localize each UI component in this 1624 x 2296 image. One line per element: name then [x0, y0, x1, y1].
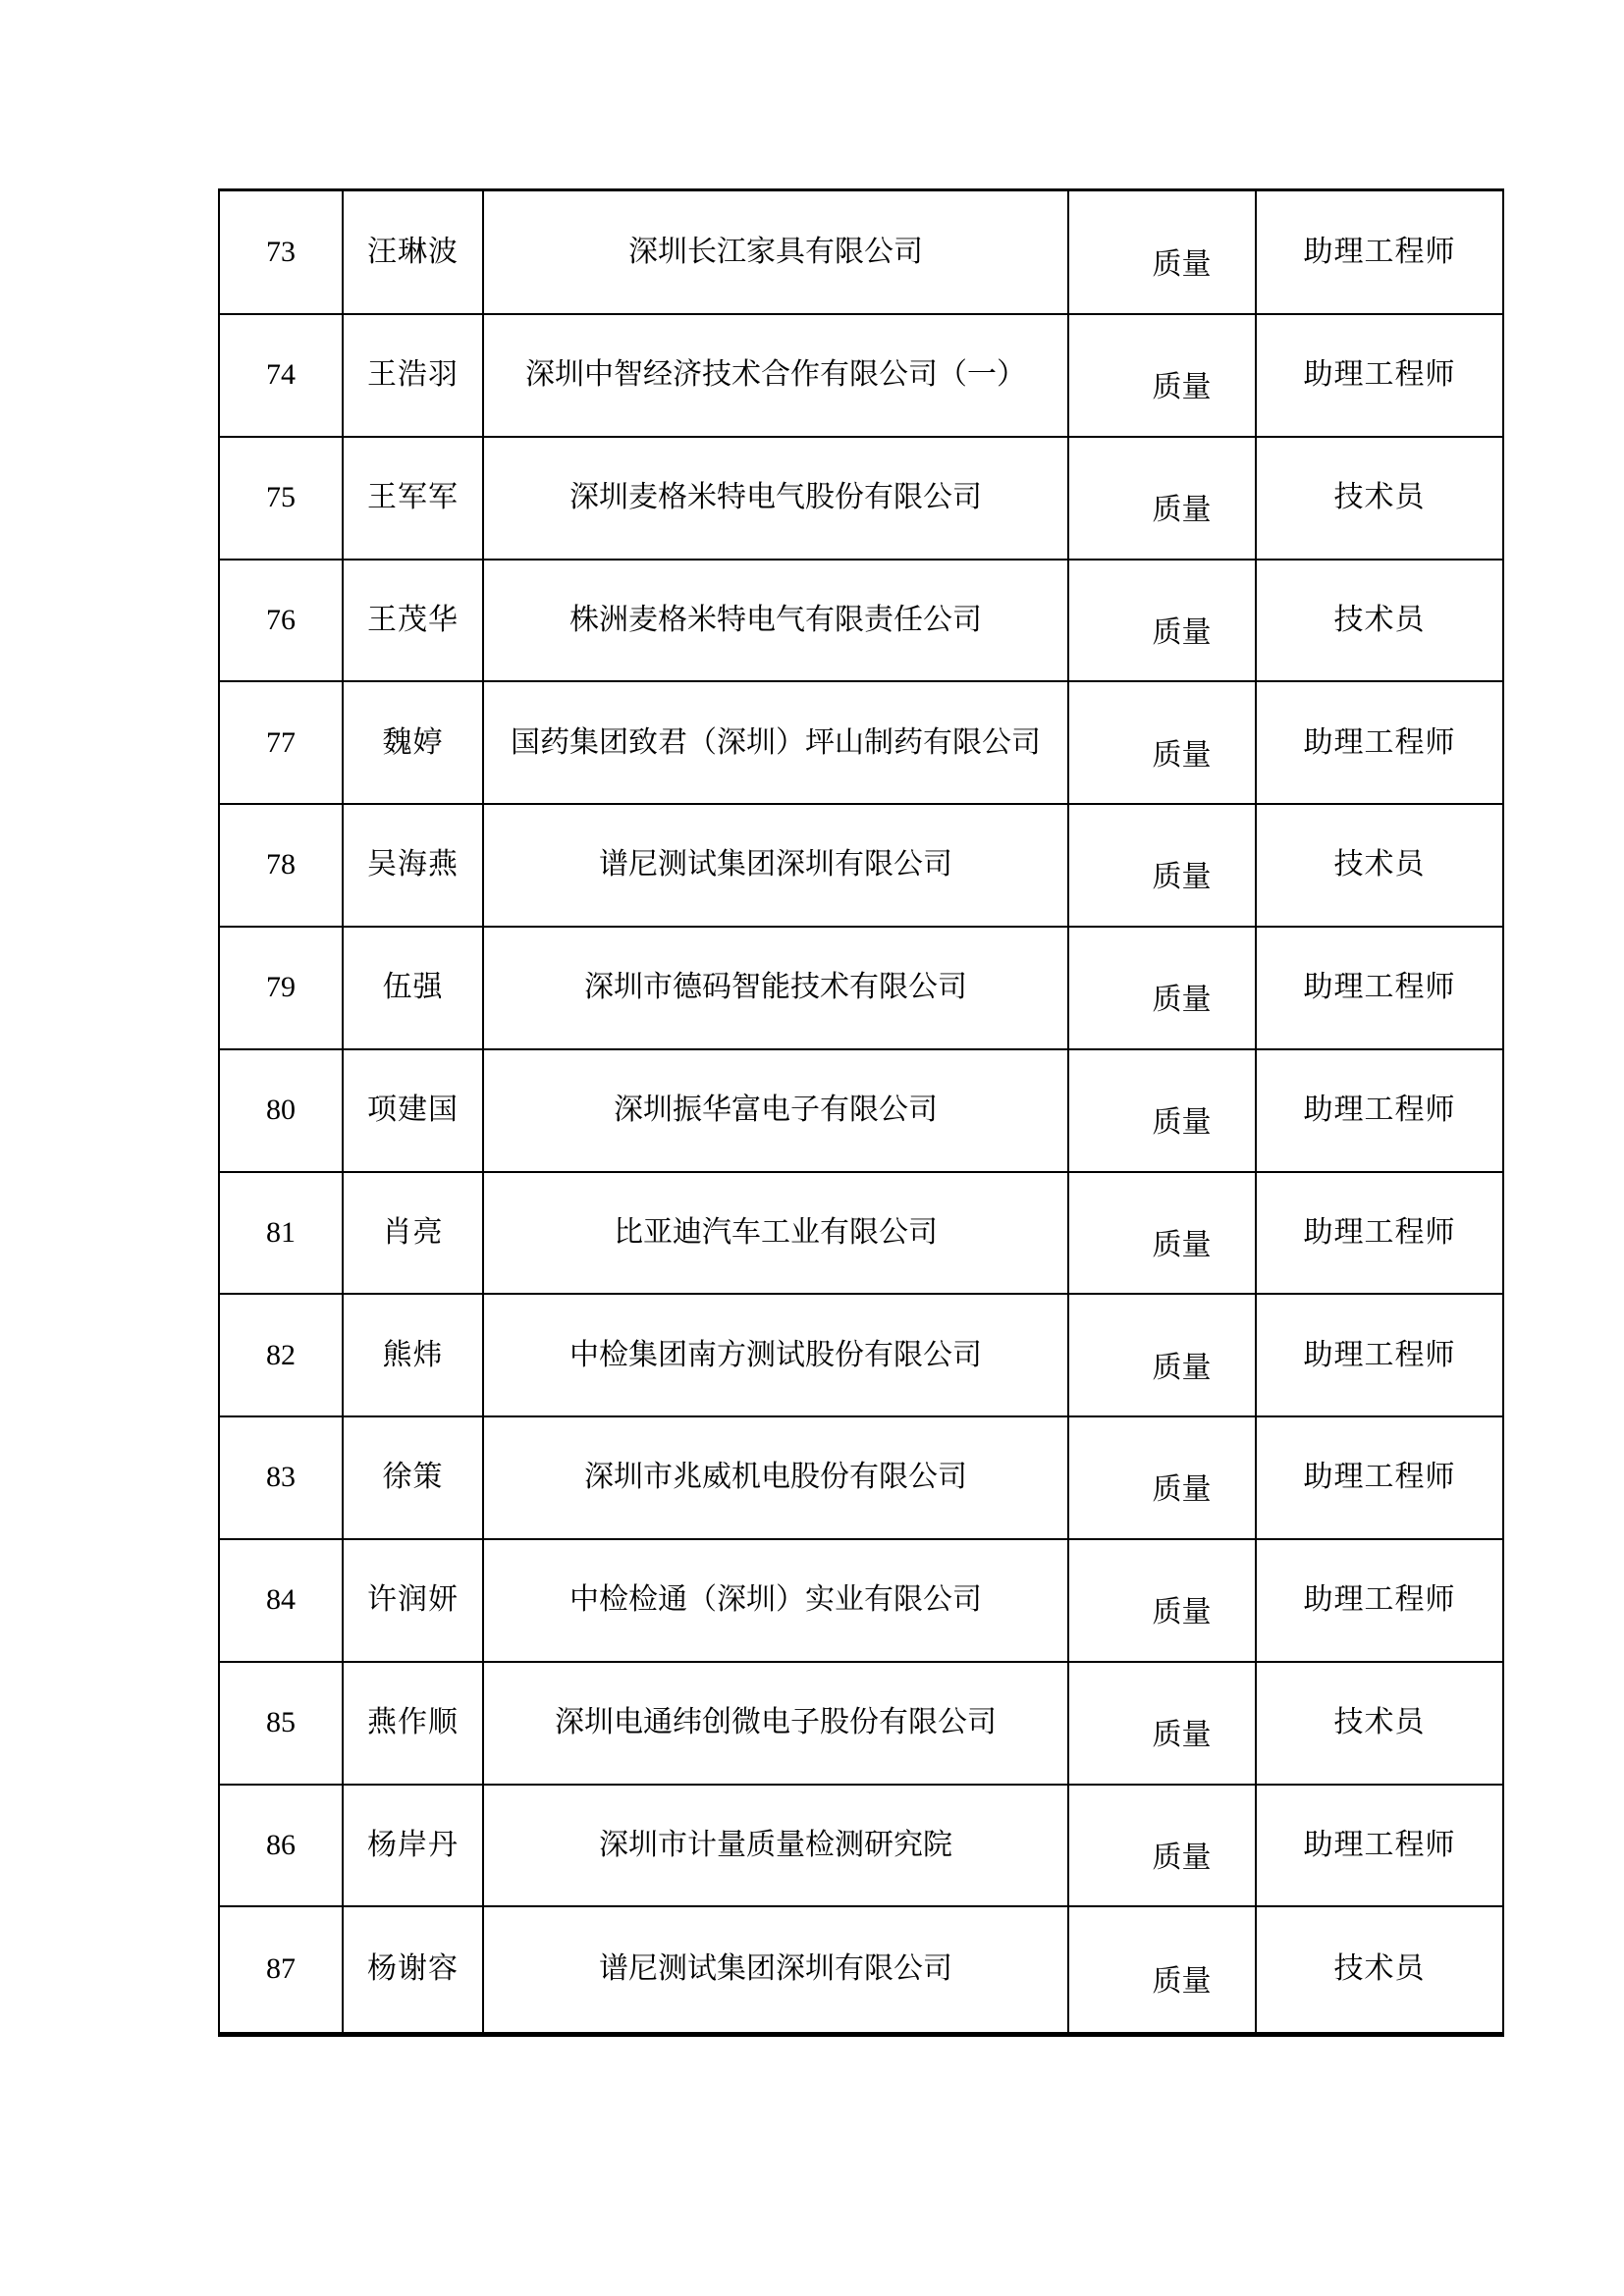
cell-person-name: 燕作顺 [343, 1662, 483, 1785]
cell-person-name: 王茂华 [343, 560, 483, 682]
cell-company-name: 深圳中智经济技术合作有限公司（一） [483, 314, 1068, 437]
category-label: 质量 [1152, 1965, 1212, 1999]
cell-job-title: 技术员 [1256, 560, 1503, 682]
cell-row-number: 87 [219, 1906, 343, 2034]
table-row [219, 1906, 1503, 2034]
table-row [219, 314, 1503, 437]
cell-job-title: 技术员 [1256, 437, 1503, 560]
cell-row-number: 84 [219, 1539, 343, 1662]
cell-company-name: 谱尼测试集团深圳有限公司 [483, 804, 1068, 927]
table-row [219, 1785, 1503, 1907]
cell-row-number: 75 [219, 437, 343, 560]
cell-person-name: 许润妍 [343, 1539, 483, 1662]
table-row [219, 1539, 1503, 1662]
table-row [219, 1049, 1503, 1172]
table-row [219, 560, 1503, 682]
cell-person-name: 伍强 [343, 927, 483, 1049]
cell-person-name: 杨岸丹 [343, 1785, 483, 1907]
cell-row-number: 83 [219, 1416, 343, 1539]
cell-category [1068, 681, 1256, 804]
category-label: 质量 [1152, 1596, 1212, 1629]
cell-category [1068, 1049, 1256, 1172]
cell-person-name: 汪琳波 [343, 190, 483, 315]
category-label: 质量 [1152, 1105, 1212, 1139]
cell-company-name: 深圳麦格米特电气股份有限公司 [483, 437, 1068, 560]
cell-job-title: 助理工程师 [1256, 1172, 1503, 1295]
cell-category [1068, 1785, 1256, 1907]
category-label: 质量 [1152, 1228, 1212, 1261]
cell-company-name: 谱尼测试集团深圳有限公司 [483, 1906, 1068, 2034]
cell-job-title: 助理工程师 [1256, 1416, 1503, 1539]
cell-company-name: 深圳振华富电子有限公司 [483, 1049, 1068, 1172]
category-label: 质量 [1152, 1473, 1212, 1507]
table-row [219, 927, 1503, 1049]
roster-table [218, 188, 1504, 2037]
cell-job-title: 助理工程师 [1256, 314, 1503, 437]
cell-person-name: 吴海燕 [343, 804, 483, 927]
cell-category [1068, 560, 1256, 682]
category-label: 质量 [1152, 1718, 1212, 1751]
cell-person-name: 肖亮 [343, 1172, 483, 1295]
cell-company-name: 比亚迪汽车工业有限公司 [483, 1172, 1068, 1295]
cell-company-name: 深圳电通纬创微电子股份有限公司 [483, 1662, 1068, 1785]
cell-company-name: 深圳市兆威机电股份有限公司 [483, 1416, 1068, 1539]
category-label: 质量 [1152, 861, 1212, 894]
cell-row-number: 74 [219, 314, 343, 437]
cell-person-name: 项建国 [343, 1049, 483, 1172]
category-label: 质量 [1152, 738, 1212, 772]
cell-category [1068, 927, 1256, 1049]
cell-row-number: 79 [219, 927, 343, 1049]
cell-row-number: 86 [219, 1785, 343, 1907]
cell-job-title: 技术员 [1256, 804, 1503, 927]
cell-category [1068, 437, 1256, 560]
cell-job-title: 助理工程师 [1256, 190, 1503, 315]
cell-category [1068, 1539, 1256, 1662]
cell-company-name: 株洲麦格米特电气有限责任公司 [483, 560, 1068, 682]
cell-row-number: 76 [219, 560, 343, 682]
cell-category [1068, 1416, 1256, 1539]
cell-category [1068, 1662, 1256, 1785]
cell-company-name: 中检检通（深圳）实业有限公司 [483, 1539, 1068, 1662]
cell-person-name: 魏婷 [343, 681, 483, 804]
cell-job-title: 助理工程师 [1256, 681, 1503, 804]
cell-row-number: 73 [219, 190, 343, 315]
category-label: 质量 [1152, 493, 1212, 526]
cell-person-name: 熊炜 [343, 1294, 483, 1416]
category-label: 质量 [1152, 984, 1212, 1017]
cell-row-number: 85 [219, 1662, 343, 1785]
cell-job-title: 助理工程师 [1256, 1049, 1503, 1172]
category-label: 质量 [1152, 371, 1212, 404]
category-label: 质量 [1152, 247, 1212, 281]
category-label: 质量 [1152, 1841, 1212, 1874]
table-row [219, 1294, 1503, 1416]
cell-row-number: 82 [219, 1294, 343, 1416]
cell-category [1068, 1172, 1256, 1295]
cell-category [1068, 1906, 1256, 2034]
table-row [219, 437, 1503, 560]
table-row [219, 1416, 1503, 1539]
cell-job-title: 技术员 [1256, 1906, 1503, 2034]
cell-job-title: 助理工程师 [1256, 1294, 1503, 1416]
table-row [219, 681, 1503, 804]
cell-company-name: 深圳市德码智能技术有限公司 [483, 927, 1068, 1049]
cell-company-name: 中检集团南方测试股份有限公司 [483, 1294, 1068, 1416]
cell-row-number: 78 [219, 804, 343, 927]
cell-job-title: 助理工程师 [1256, 1785, 1503, 1907]
cell-row-number: 77 [219, 681, 343, 804]
cell-company-name: 深圳市计量质量检测研究院 [483, 1785, 1068, 1907]
category-label: 质量 [1152, 1351, 1212, 1384]
table-row [219, 190, 1503, 315]
cell-person-name: 徐策 [343, 1416, 483, 1539]
cell-job-title: 助理工程师 [1256, 1539, 1503, 1662]
cell-row-number: 80 [219, 1049, 343, 1172]
cell-category [1068, 314, 1256, 437]
cell-category [1068, 1294, 1256, 1416]
cell-company-name: 深圳长江家具有限公司 [483, 190, 1068, 315]
cell-category [1068, 804, 1256, 927]
cell-person-name: 王军军 [343, 437, 483, 560]
cell-person-name: 王浩羽 [343, 314, 483, 437]
category-label: 质量 [1152, 615, 1212, 649]
cell-person-name: 杨谢容 [343, 1906, 483, 2034]
cell-company-name: 国药集团致君（深圳）坪山制药有限公司 [483, 681, 1068, 804]
table-row [219, 1172, 1503, 1295]
cell-row-number: 81 [219, 1172, 343, 1295]
table-row [219, 804, 1503, 927]
cell-job-title: 技术员 [1256, 1662, 1503, 1785]
roster-table-body [219, 190, 1503, 2035]
cell-job-title: 助理工程师 [1256, 927, 1503, 1049]
cell-category [1068, 190, 1256, 315]
table-row [219, 1662, 1503, 1785]
